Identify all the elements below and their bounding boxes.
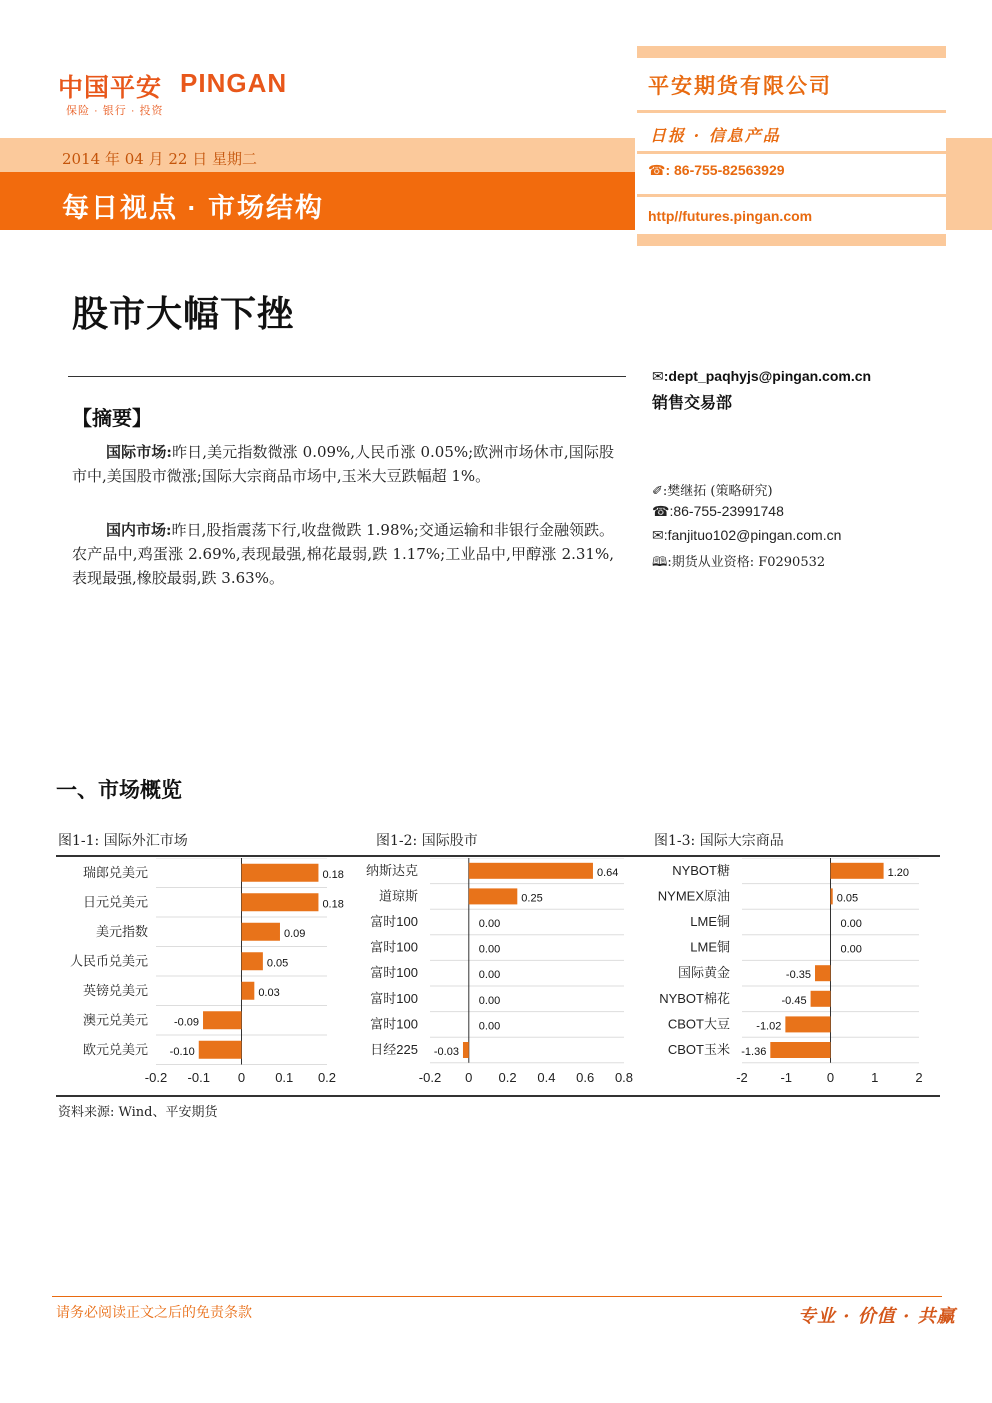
category-label: 富时100 bbox=[370, 914, 418, 929]
report-date: 2014 年 04 月 22 日 星期二 bbox=[62, 150, 257, 168]
data-label: -0.09 bbox=[173, 1016, 200, 1029]
data-label: 0.05 bbox=[266, 957, 289, 970]
dept-name: 销售交易部 bbox=[652, 395, 733, 412]
analyst-phone: ☎:86-755-23991748 bbox=[652, 503, 784, 519]
bar bbox=[811, 991, 831, 1007]
data-label: 0.00 bbox=[478, 1020, 501, 1033]
category-label: 澳元兑美元 bbox=[82, 1012, 148, 1028]
data-label: -1.02 bbox=[756, 1020, 782, 1033]
tick-label: 0 bbox=[826, 1070, 835, 1085]
phone-icon: ☎: bbox=[648, 162, 671, 178]
bar bbox=[242, 864, 319, 882]
tick-label: -0.2 bbox=[144, 1070, 168, 1085]
panel-divider bbox=[637, 110, 946, 113]
analyst-license: 🕮:期货从业资格: F0290532 bbox=[652, 555, 826, 570]
data-label: -0.03 bbox=[433, 1046, 459, 1058]
category-label: 富时100 bbox=[370, 1016, 418, 1032]
tick-label: 0.2 bbox=[498, 1070, 517, 1085]
category-label: 英镑兑美元 bbox=[82, 982, 148, 998]
data-label: 0.00 bbox=[478, 943, 501, 956]
company-url[interactable]: http//futures.pingan.com bbox=[648, 208, 813, 224]
tick-label: 1 bbox=[871, 1070, 879, 1085]
data-label: 0.64 bbox=[596, 866, 619, 879]
category-label: 人民币兑美元 bbox=[69, 953, 148, 969]
company-name: 平安期货有限公司 bbox=[648, 73, 832, 98]
summary-domestic-paragraph bbox=[72, 518, 614, 590]
category-label: NYBOT糖 bbox=[672, 862, 730, 878]
summary-heading: 【摘要】 bbox=[72, 406, 152, 430]
dept-email[interactable]: ✉:dept_paqhyjs@pingan.com.cn bbox=[652, 368, 872, 384]
page-title: 股市大幅下挫 bbox=[72, 293, 295, 334]
category-label: CBOT玉米 bbox=[667, 1042, 730, 1057]
analyst-name: ✐:樊继拓 (策略研究) bbox=[652, 484, 773, 499]
category-label: 富时100 bbox=[370, 990, 418, 1006]
footer-disclaimer[interactable]: 请务必阅读正文之后的免责条款 bbox=[56, 1305, 252, 1321]
chart-2-stocks bbox=[356, 858, 646, 1094]
chart-2-title: 图1-2: 国际股市 bbox=[376, 833, 478, 849]
tick-label: 2 bbox=[915, 1070, 923, 1085]
tick-label: 0 bbox=[465, 1070, 473, 1085]
data-label: -0.45 bbox=[781, 994, 807, 1007]
bar bbox=[463, 1042, 469, 1058]
charts-top-rule bbox=[56, 855, 940, 857]
analyst-email[interactable]: ✉:fanjituo102@pingan.com.cn bbox=[652, 527, 842, 543]
bar bbox=[815, 965, 830, 981]
tick-label: -0.2 bbox=[418, 1070, 442, 1085]
data-label: 0.18 bbox=[322, 898, 344, 911]
logo-en: PINGAN bbox=[180, 68, 288, 98]
data-label: 0.00 bbox=[840, 943, 862, 956]
category-label: NYBOT棉花 bbox=[659, 990, 730, 1006]
tick-label: 0.1 bbox=[275, 1070, 294, 1085]
logo-tagline: 保险 · 银行 · 投资 bbox=[66, 105, 164, 117]
company-phone: 86-755-82563929 bbox=[674, 162, 785, 178]
bar bbox=[831, 863, 884, 879]
product-type: 日报 · 信息产品 bbox=[650, 126, 781, 145]
category-label: 纳斯达克 bbox=[365, 862, 418, 878]
panel-divider bbox=[637, 194, 946, 197]
tick-label: 0 bbox=[237, 1070, 246, 1085]
tick-label: -2 bbox=[736, 1070, 748, 1085]
bar bbox=[469, 888, 518, 904]
category-label: 富时100 bbox=[370, 965, 418, 981]
section-heading: 一、市场概览 bbox=[56, 777, 182, 802]
data-label: -0.35 bbox=[785, 969, 812, 982]
section-title: 每日视点 · 市场结构 bbox=[62, 193, 324, 223]
chart-1-title: 图1-1: 国际外汇市场 bbox=[58, 833, 188, 849]
tick-label: -0.1 bbox=[187, 1070, 210, 1085]
summary-intl-text: 昨日,美元指数微涨 0.09%,人民币涨 0.05%;欧洲市场休市,国际股市中,美国股市微涨;国际大宗商品市场中,玉米大豆跌幅超 1%。 bbox=[72, 443, 614, 485]
chart-3-title: 图1-3: 国际大宗商品 bbox=[654, 833, 784, 849]
data-label: 0.00 bbox=[478, 994, 501, 1007]
bar bbox=[242, 982, 255, 1000]
tick-label: -1 bbox=[780, 1070, 793, 1085]
category-label: 日经225 bbox=[370, 1042, 418, 1057]
summary-intl-paragraph bbox=[72, 440, 614, 488]
category-label: 美元指数 bbox=[95, 923, 148, 939]
data-label: 0.00 bbox=[478, 918, 501, 930]
logo-cn: 中国平安 bbox=[58, 74, 163, 102]
summary-domestic-text: 昨日,股指震荡下行,收盘微跌 1.98%;交通运输和非银行金融领跌。农产品中,鸡蛋涨 2.69%,表现最强,棉花最弱,跌 1.17%;工业品中,甲醇涨 2.31%,表现最强,橡胶最弱,跌 3.63%。 bbox=[72, 521, 614, 587]
bar bbox=[785, 1016, 830, 1032]
data-label: 0.03 bbox=[258, 986, 280, 999]
category-label: 富时100 bbox=[370, 939, 418, 955]
data-label: 0.05 bbox=[836, 892, 859, 905]
tick-label: 0.4 bbox=[537, 1070, 556, 1085]
data-label: 1.20 bbox=[887, 866, 910, 879]
summary-domestic-label: 国内市场: bbox=[106, 521, 172, 539]
company-phone-row bbox=[648, 162, 785, 179]
category-label: LME铜 bbox=[690, 939, 730, 955]
chart-3-commodities bbox=[646, 858, 940, 1094]
summary-intl-label: 国际市场: bbox=[106, 443, 172, 461]
tick-label: 0.2 bbox=[317, 1070, 337, 1085]
data-label: 0.00 bbox=[840, 918, 862, 930]
bar bbox=[770, 1042, 830, 1058]
tick-label: 0.8 bbox=[614, 1070, 634, 1085]
headline-rule bbox=[68, 376, 626, 377]
chart-1-fx bbox=[56, 858, 356, 1094]
footer-slogan: 专业 · 价值 · 共赢 bbox=[798, 1306, 956, 1327]
footer-rule bbox=[52, 1296, 942, 1297]
category-label: 国际黄金 bbox=[677, 965, 730, 981]
panel-right-band bbox=[946, 138, 992, 230]
bar bbox=[199, 1041, 242, 1059]
data-label: 0.18 bbox=[322, 868, 344, 881]
category-label: 欧元兑美元 bbox=[82, 1041, 148, 1057]
bar bbox=[203, 1011, 241, 1029]
data-label: 0.25 bbox=[521, 892, 543, 905]
category-label: LME铜 bbox=[690, 914, 730, 929]
data-label: 0.00 bbox=[478, 969, 501, 982]
panel-top-bar bbox=[637, 46, 946, 58]
charts-bottom-rule bbox=[56, 1095, 940, 1097]
data-label: -1.36 bbox=[741, 1046, 767, 1058]
panel-divider bbox=[637, 151, 946, 154]
bar bbox=[242, 952, 263, 970]
bar bbox=[242, 923, 280, 941]
category-label: 道琼斯 bbox=[378, 888, 418, 904]
data-label: -0.10 bbox=[169, 1045, 195, 1058]
category-label: 瑞郎兑美元 bbox=[82, 864, 148, 880]
category-label: NYMEX原油 bbox=[657, 888, 730, 904]
category-label: CBOT大豆 bbox=[667, 1016, 730, 1032]
bar bbox=[469, 863, 593, 879]
data-label: 0.09 bbox=[283, 927, 306, 940]
bar bbox=[831, 888, 833, 904]
category-label: 日元兑美元 bbox=[82, 894, 148, 910]
tick-label: 0.6 bbox=[576, 1070, 595, 1085]
panel-bottom-bar bbox=[637, 234, 946, 246]
data-source: 资料来源: Wind、平安期货 bbox=[58, 1105, 218, 1120]
bar bbox=[242, 893, 319, 911]
